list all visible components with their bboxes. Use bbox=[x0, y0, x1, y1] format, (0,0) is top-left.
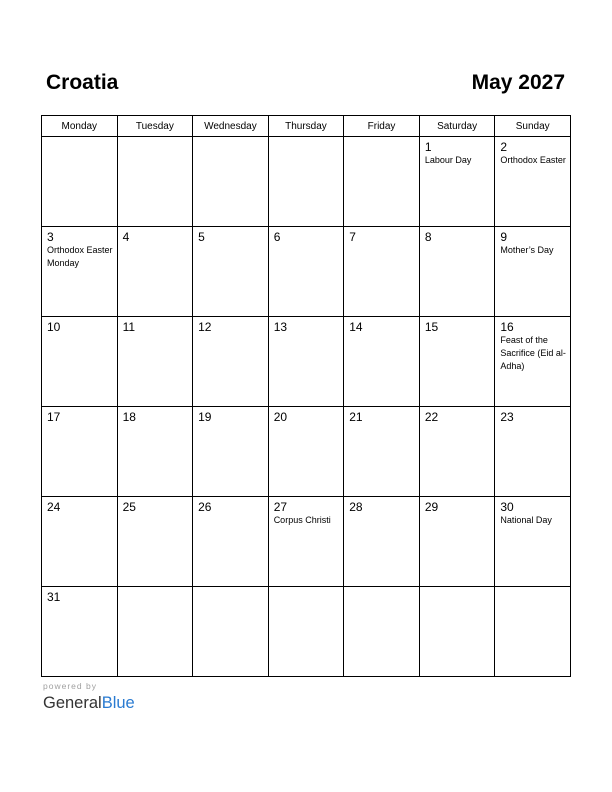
day-number: 7 bbox=[349, 230, 356, 244]
day-number: 18 bbox=[122, 410, 136, 424]
day-cell-content bbox=[118, 137, 193, 140]
day-cell bbox=[344, 497, 420, 587]
day-cell-content bbox=[495, 137, 570, 167]
day-cell-content bbox=[193, 317, 268, 334]
holiday-label: Mother’s Day bbox=[500, 245, 554, 255]
day-cell-content bbox=[42, 587, 117, 604]
day-cell-content bbox=[495, 497, 570, 527]
day-number: 21 bbox=[349, 410, 363, 424]
footer-branding bbox=[43, 681, 135, 713]
day-number: 1 bbox=[424, 140, 432, 154]
weekday-header: Saturday bbox=[419, 116, 495, 137]
day-number: 23 bbox=[500, 410, 514, 424]
day-cell bbox=[193, 227, 269, 317]
day-number: 19 bbox=[198, 410, 212, 424]
day-number: 26 bbox=[198, 500, 212, 514]
brand-general-text: General bbox=[43, 694, 102, 712]
day-cell-content bbox=[344, 137, 419, 140]
day-cell-content bbox=[193, 137, 268, 140]
day-number: 20 bbox=[273, 410, 288, 424]
week-row bbox=[42, 407, 571, 497]
week-row bbox=[42, 137, 571, 227]
day-cell-content bbox=[193, 407, 268, 424]
day-cell bbox=[117, 497, 193, 587]
day-cell bbox=[419, 137, 495, 227]
day-cell bbox=[268, 227, 344, 317]
weekday-header: Friday bbox=[344, 116, 420, 137]
holiday-label: Orthodox Easter bbox=[500, 155, 566, 165]
day-number: 25 bbox=[122, 500, 136, 514]
day-cell-content bbox=[269, 497, 344, 527]
day-number: 14 bbox=[349, 320, 363, 334]
day-cell bbox=[193, 137, 269, 227]
week-row bbox=[42, 497, 571, 587]
holiday-label: National Day bbox=[500, 515, 552, 525]
day-number: 24 bbox=[47, 500, 61, 514]
day-number: 8 bbox=[424, 230, 432, 244]
day-cell-content bbox=[118, 497, 193, 514]
day-cell-content bbox=[42, 137, 117, 140]
day-cell bbox=[193, 497, 269, 587]
day-cell bbox=[344, 407, 420, 497]
day-cell-content bbox=[495, 407, 570, 424]
day-cell bbox=[495, 137, 571, 227]
day-cell bbox=[495, 497, 571, 587]
weekday-header: Monday bbox=[42, 116, 118, 137]
holiday-label: Orthodox Easter Monday bbox=[47, 245, 113, 268]
day-cell bbox=[193, 317, 269, 407]
day-cell-content bbox=[344, 227, 419, 244]
day-cell-content bbox=[118, 587, 193, 590]
day-cell bbox=[268, 587, 344, 677]
weekday-header-row bbox=[42, 116, 571, 137]
day-number: 15 bbox=[424, 320, 439, 334]
day-cell-content bbox=[495, 227, 570, 257]
day-cell bbox=[495, 587, 571, 677]
day-cell-content bbox=[269, 587, 344, 590]
week-row bbox=[42, 317, 571, 407]
day-cell-content bbox=[193, 227, 268, 244]
day-cell-content bbox=[420, 407, 495, 424]
day-cell bbox=[117, 137, 193, 227]
day-cell-content bbox=[269, 227, 344, 244]
day-cell bbox=[42, 227, 118, 317]
day-number: 16 bbox=[500, 320, 514, 334]
day-cell bbox=[268, 137, 344, 227]
holiday-label: Corpus Christi bbox=[273, 515, 331, 525]
day-number: 27 bbox=[273, 500, 288, 514]
day-cell-content bbox=[269, 407, 344, 424]
day-cell-content bbox=[269, 317, 344, 334]
day-number: 5 bbox=[198, 230, 205, 244]
weekday-header: Tuesday bbox=[117, 116, 193, 137]
day-cell bbox=[268, 317, 344, 407]
day-cell bbox=[42, 137, 118, 227]
day-number: 28 bbox=[349, 500, 363, 514]
day-cell-content bbox=[344, 407, 419, 424]
day-cell-content bbox=[42, 407, 117, 424]
day-number: 31 bbox=[47, 590, 61, 604]
day-cell-content bbox=[118, 317, 193, 334]
day-cell-content bbox=[344, 497, 419, 514]
day-cell bbox=[117, 317, 193, 407]
day-cell bbox=[117, 587, 193, 677]
day-cell-content bbox=[495, 587, 570, 590]
day-cell-content bbox=[42, 227, 117, 270]
day-cell-content bbox=[193, 497, 268, 514]
day-cell-content bbox=[495, 317, 570, 373]
day-cell bbox=[495, 407, 571, 497]
calendar-grid bbox=[41, 115, 571, 677]
day-cell bbox=[495, 317, 571, 407]
day-cell bbox=[117, 407, 193, 497]
day-cell bbox=[495, 227, 571, 317]
day-cell bbox=[419, 497, 495, 587]
day-cell bbox=[193, 587, 269, 677]
day-number: 22 bbox=[424, 410, 439, 424]
weekday-header: Sunday bbox=[495, 116, 571, 137]
country-title: Croatia bbox=[46, 71, 119, 94]
brand-blue-text: Blue bbox=[101, 694, 135, 712]
day-cell bbox=[193, 407, 269, 497]
day-number: 4 bbox=[122, 230, 130, 244]
day-cell bbox=[268, 407, 344, 497]
day-cell bbox=[42, 317, 118, 407]
day-cell bbox=[344, 137, 420, 227]
day-number: 30 bbox=[500, 500, 514, 514]
day-cell-content bbox=[420, 317, 495, 334]
day-number: 11 bbox=[122, 320, 136, 334]
day-number: 29 bbox=[424, 500, 439, 514]
day-cell-content bbox=[118, 227, 193, 244]
day-cell bbox=[42, 587, 118, 677]
day-number: 10 bbox=[47, 320, 61, 334]
day-cell-content bbox=[118, 407, 193, 424]
day-number: 2 bbox=[500, 140, 508, 154]
day-number: 17 bbox=[47, 410, 61, 424]
day-cell bbox=[419, 587, 495, 677]
brand-logo bbox=[43, 693, 135, 713]
day-cell-content bbox=[420, 137, 495, 167]
day-cell-content bbox=[269, 137, 344, 140]
calendar-body bbox=[42, 137, 571, 677]
week-row bbox=[42, 227, 571, 317]
day-cell bbox=[419, 317, 495, 407]
powered-by-text: powered by bbox=[43, 681, 97, 691]
day-cell-content bbox=[420, 227, 495, 244]
day-cell bbox=[344, 587, 420, 677]
weekday-header: Wednesday bbox=[193, 116, 269, 137]
day-cell-content bbox=[420, 497, 495, 514]
month-title: May 2027 bbox=[471, 71, 565, 94]
day-cell-content bbox=[344, 587, 419, 590]
day-cell-content bbox=[420, 587, 495, 590]
day-number: 3 bbox=[47, 230, 54, 244]
day-number: 12 bbox=[198, 320, 212, 334]
day-cell bbox=[419, 227, 495, 317]
day-cell bbox=[117, 227, 193, 317]
day-cell bbox=[344, 317, 420, 407]
day-cell-content bbox=[42, 497, 117, 514]
day-cell bbox=[419, 407, 495, 497]
holiday-label: Labour Day bbox=[424, 155, 472, 165]
day-cell-content bbox=[193, 587, 268, 590]
day-number: 13 bbox=[273, 320, 288, 334]
day-cell-content bbox=[344, 317, 419, 334]
day-cell bbox=[344, 227, 420, 317]
day-number: 9 bbox=[500, 230, 508, 244]
day-cell-content bbox=[42, 317, 117, 334]
holiday-label: Feast of the Sacrifice (Eid al-Adha) bbox=[500, 335, 566, 371]
day-cell bbox=[42, 497, 118, 587]
day-cell bbox=[42, 407, 118, 497]
day-number: 6 bbox=[273, 230, 281, 244]
week-row bbox=[42, 587, 571, 677]
weekday-header: Thursday bbox=[268, 116, 344, 137]
day-cell bbox=[268, 497, 344, 587]
